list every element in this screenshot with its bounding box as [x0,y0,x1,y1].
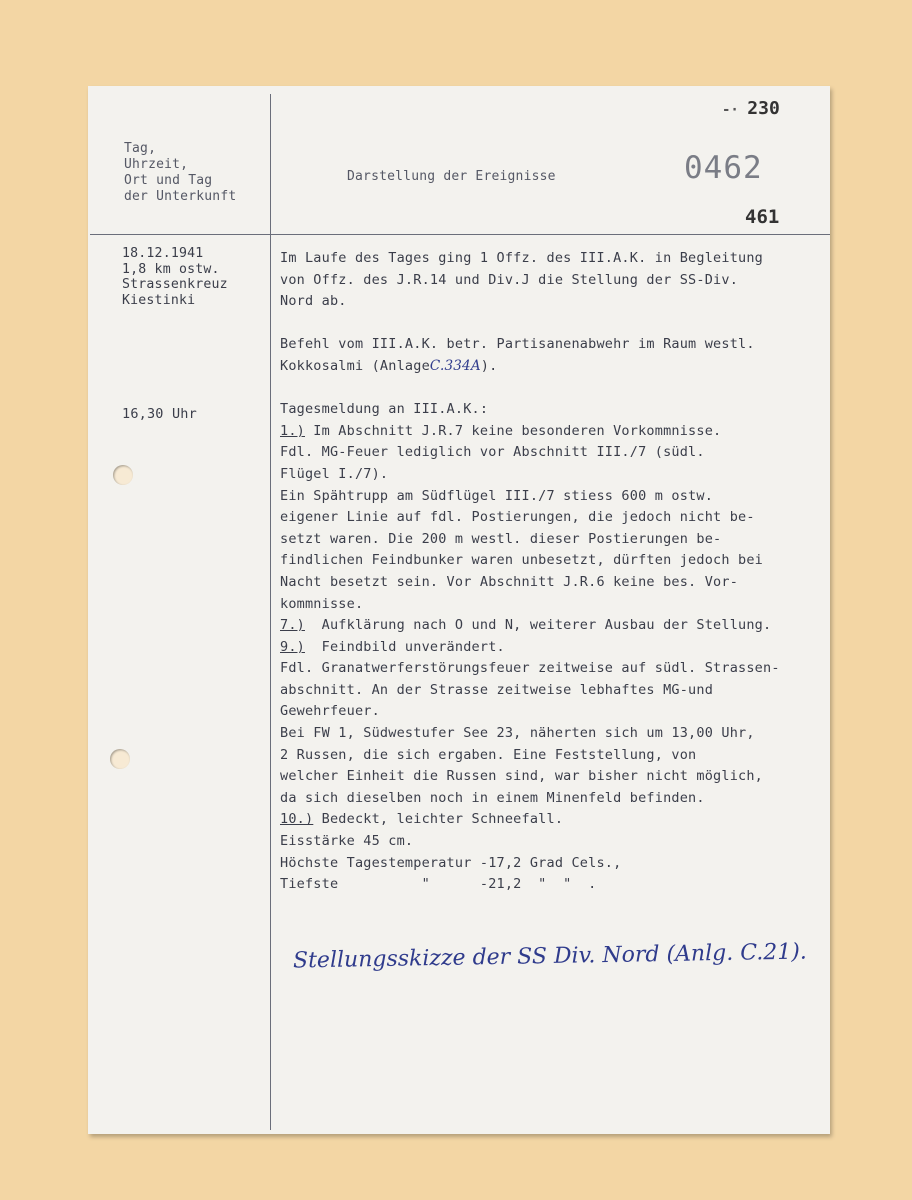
entry-time: 16,30 Uhr [122,406,197,422]
body-line: Tagesmeldung an III.A.K.: [280,401,489,418]
body-line: eigener Linie auf fdl. Postierungen, die jedoch nicht be- [280,509,755,526]
punch-hole [110,749,130,769]
body-line: Nord ab. [280,293,347,310]
body-line: 10.) Bedeckt, leichter Schneefall. [280,811,564,828]
body-line: Bei FW 1, Südwestufer See 23, näherten sich um 13,00 Uhr, [280,725,755,742]
body-line: setzt waren. Die 200 m westl. dieser Postierungen be- [280,530,722,547]
archive-number: -· 230 [722,98,780,119]
body-line: findlichen Feindbunker waren unbesetzt, dürften jedoch bei [280,552,764,569]
body-line: Eisstärke 45 cm. [280,833,414,850]
stamp-number: 0462 [684,150,763,186]
body-line: welcher Einheit die Russen sind, war bisher nicht möglich, [280,768,764,785]
body-line: 1.) Im Abschnitt J.R.7 keine besonderen Vorkommnisse. [280,422,722,439]
body-line: da sich dieselben noch in einem Minenfeld befinden. [280,789,705,806]
report-body [280,248,780,896]
entry-date-location: 18.12.1941 1,8 km ostw. Strassenkreuz Kiestinki [122,246,228,308]
body-line: Höchste Tagestemperatur -17,2 Grad Cels., [280,854,622,871]
body-line: Nacht besetzt sein. Vor Abschnitt J.R.6 keine bes. Vor- [280,573,739,590]
body-line [280,378,780,400]
body-line: Kokkosalmi (AnlageC.334A). [280,357,498,374]
page-number: 461 [745,206,780,228]
header-divider [90,234,830,235]
header-title: Darstellung der Ereignisse [347,169,556,184]
body-line: Fdl. MG-Feuer lediglich vor Abschnitt III./7 (südl. [280,444,705,461]
body-line: Gewehrfeuer. [280,703,380,720]
header-date-column-label: Tag, Uhrzeit, Ort und Tag der Unterkunft [124,141,237,204]
body-line: von Offz. des J.R.14 und Div.J die Stellung der SS-Div. [280,271,739,288]
body-line: 9.) Feindbild unverändert. [280,638,505,655]
body-line [280,313,780,335]
body-line: Fdl. Granatwerferstörungsfeuer zeitweise auf südl. Strassen- [280,660,780,677]
body-line: Befehl vom III.A.K. betr. Partisanenabwehr im Raum westl. [280,336,755,353]
body-line: kommnisse. [280,595,364,612]
handwritten-annex-ref: C.334A [429,357,481,374]
body-line: abschnitt. An der Strasse zeitweise lebhaftes MG-und [280,681,714,698]
body-line: 7.) Aufklärung nach O und N, weiterer Ausbau der Stellung. [280,617,772,634]
body-line: 2 Russen, die sich ergaben. Eine Feststellung, von [280,746,697,763]
punch-hole [113,465,133,485]
column-divider [270,94,271,1130]
body-line: Flügel I./7). [280,465,389,482]
body-line: Tiefste " -21,2 " " . [280,876,597,893]
handwritten-note: Stellungsskizze der SS Div. Nord (Anlg. C.21). [292,939,808,974]
body-line: Ein Spähtrupp am Südflügel III./7 stiess 600 m ostw. [280,487,714,504]
body-line: Im Laufe des Tages ging 1 Offz. des III.A.K. in Begleitung [280,250,764,266]
